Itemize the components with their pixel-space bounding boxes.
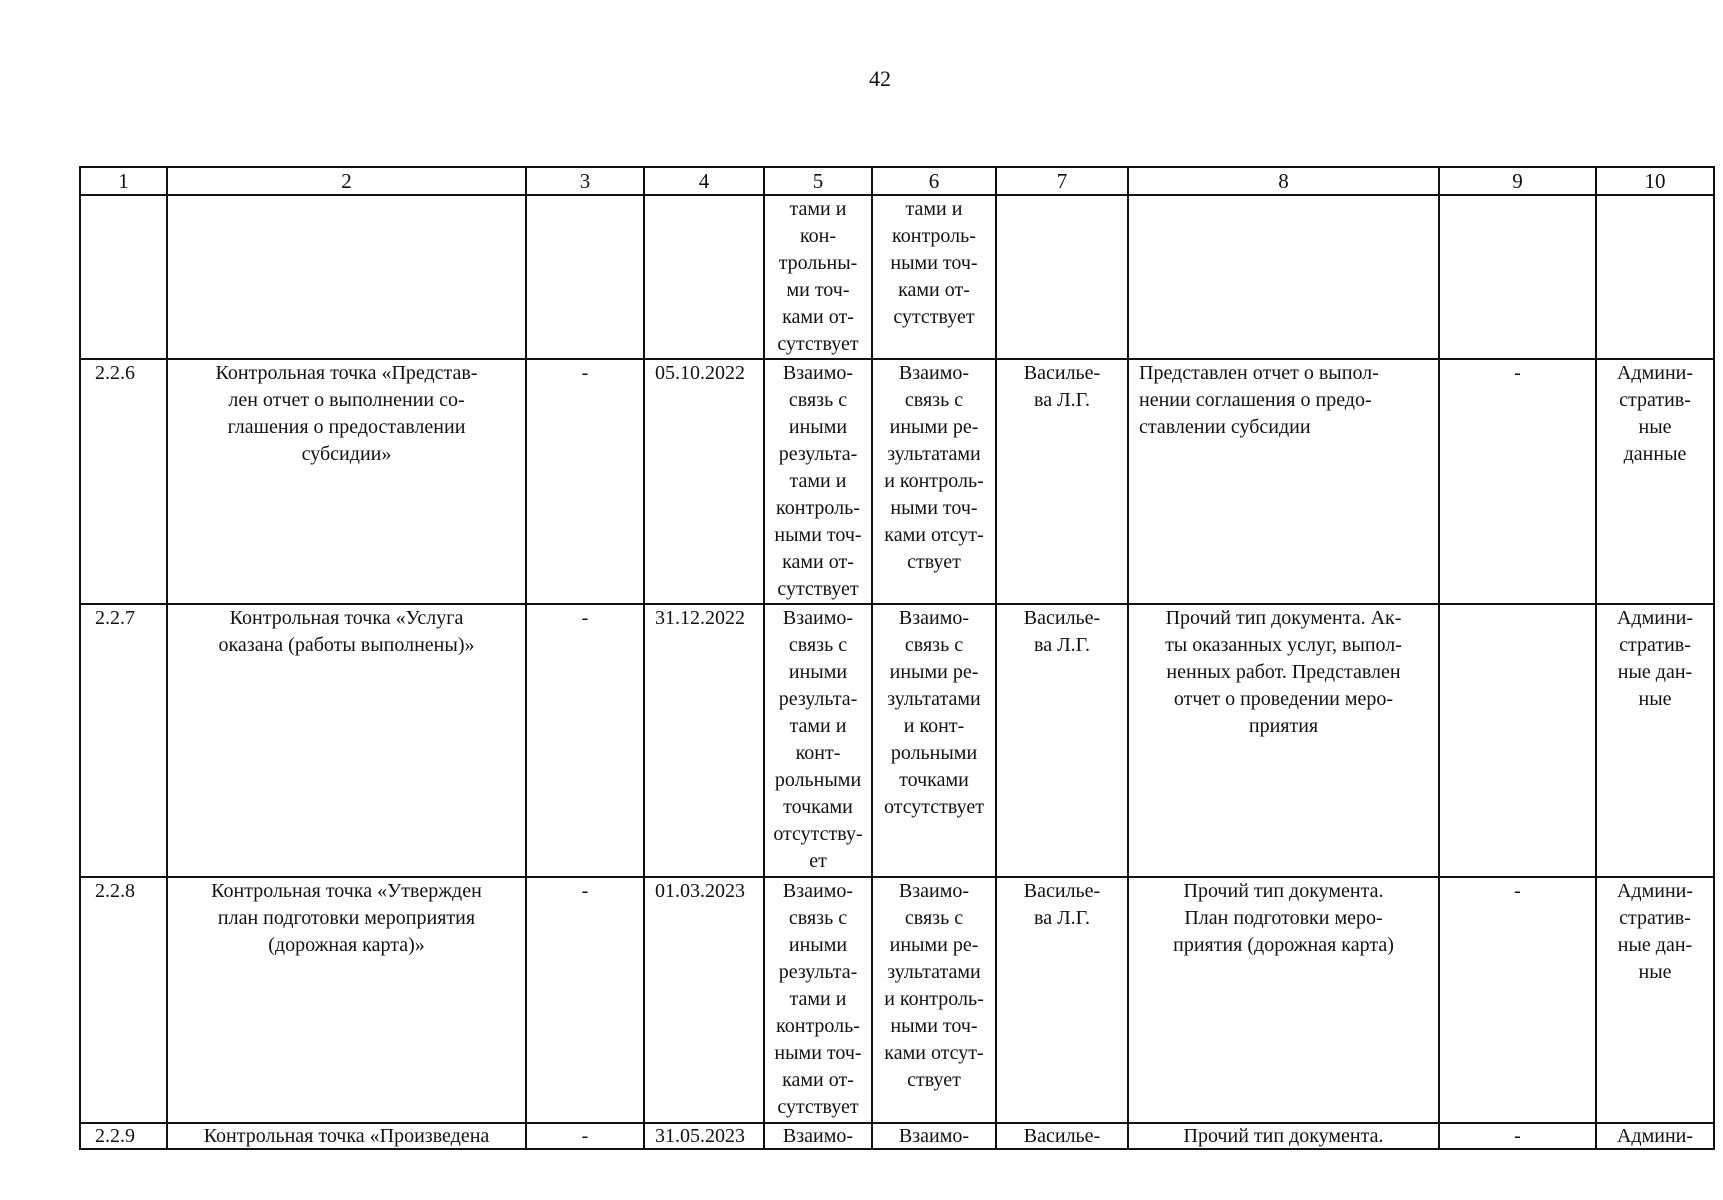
control-point-name: Контрольная точка «Утвержден план подготовки мероприятия (дорожная карта)» bbox=[167, 877, 526, 1123]
responsible-person: Василье- ва Л.Г. bbox=[996, 359, 1128, 604]
relation-col5: Взаимо- bbox=[764, 1123, 872, 1149]
column-header: 5 bbox=[764, 167, 872, 195]
col3-value bbox=[526, 195, 644, 359]
row-number: 2.2.9 bbox=[80, 1123, 167, 1149]
deadline-date: 31.05.2023 bbox=[644, 1123, 764, 1149]
deadline-date: 31.12.2022 bbox=[644, 604, 764, 877]
data-source: Админи- стратив- ные данные bbox=[1596, 359, 1714, 604]
col9-value: - bbox=[1439, 359, 1596, 604]
document-type: Прочий тип документа. bbox=[1128, 1123, 1439, 1149]
deadline-date bbox=[644, 195, 764, 359]
relation-col6: Взаимо- связь с иными ре- зультатами и контроль- ными точ- ками отсут- ствует bbox=[872, 359, 996, 604]
row-number bbox=[80, 195, 167, 359]
control-points-table bbox=[79, 166, 1715, 1150]
data-source: Админи- bbox=[1596, 1123, 1714, 1149]
data-source bbox=[1596, 195, 1714, 359]
column-header: 6 bbox=[872, 167, 996, 195]
column-header: 10 bbox=[1596, 167, 1714, 195]
deadline-date: 01.03.2023 bbox=[644, 877, 764, 1123]
deadline-date: 05.10.2022 bbox=[644, 359, 764, 604]
responsible-person: Василье- ва Л.Г. bbox=[996, 604, 1128, 877]
column-header: 3 bbox=[526, 167, 644, 195]
col3-value: - bbox=[526, 877, 644, 1123]
row-number: 2.2.7 bbox=[80, 604, 167, 877]
col9-value: - bbox=[1439, 1123, 1596, 1149]
col9-value bbox=[1439, 604, 1596, 877]
document-type bbox=[1128, 195, 1439, 359]
column-header: 2 bbox=[167, 167, 526, 195]
relation-col6: Взаимо- связь с иными ре- зультатами и контроль- ными точ- ками отсут- ствует bbox=[872, 877, 996, 1123]
table-row bbox=[80, 877, 1714, 1123]
responsible-person: Василье- ва Л.Г. bbox=[996, 877, 1128, 1123]
page-number: 42 bbox=[869, 66, 891, 91]
row-number: 2.2.8 bbox=[80, 877, 167, 1123]
relation-col5: Взаимо- связь с иными результа- тами и контроль- ными точ- ками от- сутствует bbox=[764, 877, 872, 1123]
responsible-person bbox=[996, 195, 1128, 359]
relation-col6: Взаимо- bbox=[872, 1123, 996, 1149]
relation-col6: Взаимо- связь с иными ре- зультатами и конт- рольными точками отсутствует bbox=[872, 604, 996, 877]
col3-value: - bbox=[526, 604, 644, 877]
col9-value bbox=[1439, 195, 1596, 359]
control-point-name: Контрольная точка «Произведена bbox=[167, 1123, 526, 1149]
document-type: Прочий тип документа. План подготовки меро- приятия (дорожная карта) bbox=[1128, 877, 1439, 1123]
table-row bbox=[80, 1123, 1714, 1149]
relation-col5: тами и кон- трольны- ми точ- ками от- сутствует bbox=[764, 195, 872, 359]
data-source: Админи- стратив- ные дан- ные bbox=[1596, 604, 1714, 877]
table-row bbox=[80, 604, 1714, 877]
column-header: 1 bbox=[80, 167, 167, 195]
relation-col5: Взаимо- связь с иными результа- тами и контроль- ными точ- ками от- сутствует bbox=[764, 359, 872, 604]
column-header: 4 bbox=[644, 167, 764, 195]
control-point-name: Контрольная точка «Представ- лен отчет о выполнении со- глашения о предоставлении субсидии» bbox=[167, 359, 526, 604]
col3-value: - bbox=[526, 359, 644, 604]
col9-value: - bbox=[1439, 877, 1596, 1123]
document-type: Прочий тип документа. Ак- ты оказанных услуг, выпол- ненных работ. Представлен отчет о проведении меро- приятия bbox=[1128, 604, 1439, 877]
relation-col5: Взаимо- связь с иными результа- тами и конт- рольными точками отсутству- ет bbox=[764, 604, 872, 877]
document-type: Представлен отчет о выпол- нении соглашения о предо- ставлении субсидии bbox=[1128, 359, 1439, 604]
table-row bbox=[80, 195, 1714, 359]
data-source: Админи- стратив- ные дан- ные bbox=[1596, 877, 1714, 1123]
column-header: 7 bbox=[996, 167, 1128, 195]
relation-col6: тами и контроль- ными точ- ками от- сутствует bbox=[872, 195, 996, 359]
column-header: 9 bbox=[1439, 167, 1596, 195]
responsible-person: Василье- bbox=[996, 1123, 1128, 1149]
column-header: 8 bbox=[1128, 167, 1439, 195]
col3-value: - bbox=[526, 1123, 644, 1149]
table-row bbox=[80, 359, 1714, 604]
control-point-name bbox=[167, 195, 526, 359]
control-point-name: Контрольная точка «Услуга оказана (работы выполнены)» bbox=[167, 604, 526, 877]
row-number: 2.2.6 bbox=[80, 359, 167, 604]
column-number-row bbox=[80, 167, 1714, 195]
